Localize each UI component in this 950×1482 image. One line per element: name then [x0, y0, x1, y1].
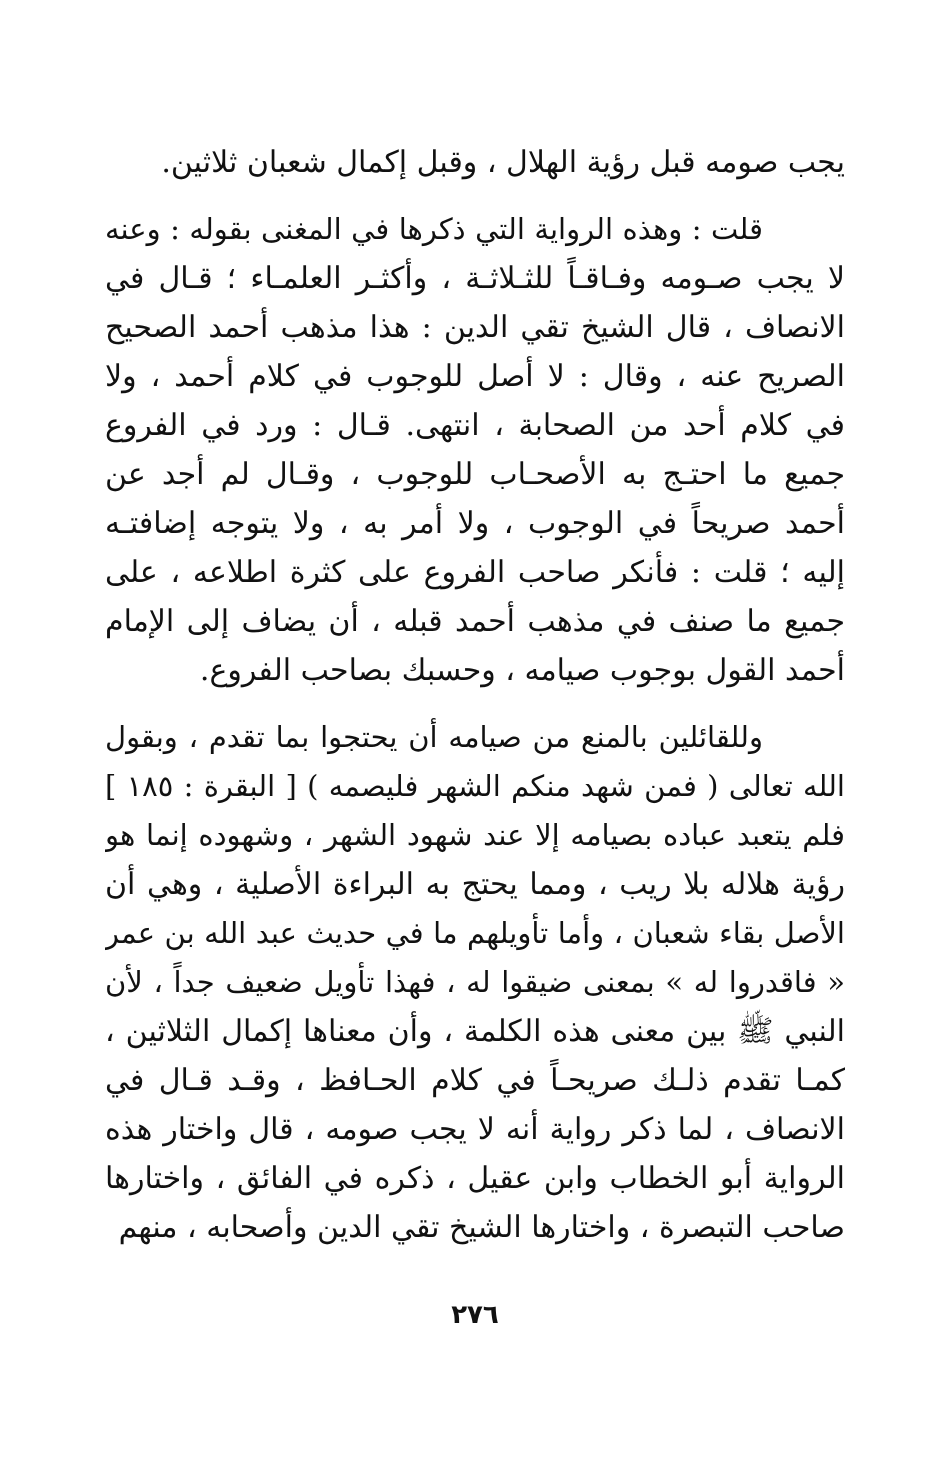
page-body [105, 138, 845, 1252]
text-line: فلم يتعبد عباده بصيامه إلا عند شهود الشهر ، وشهوده إنما هو [105, 818, 845, 852]
text-line: لا يجب صـومه وفـاقـاً للثـلاثـة ، وأكثـر العلمـاء ؛ قـال في [105, 261, 845, 296]
text-line: الله تعالى ( فمن شهد منكم الشهر فليصمه ) [ البقرة : ١٨٥ ] [105, 769, 845, 803]
text-line: أحمد صريحاً في الوجوب ، ولا أمر به ، ولا يتوجه إضافتـه [105, 506, 845, 541]
paragraph [105, 138, 845, 187]
text-line: صاحب التبصرة ، واختارها الشيخ تقي الدين وأصحابه ، منهم [118, 1210, 845, 1245]
paragraph-gap [105, 695, 845, 713]
paragraph-gap [105, 187, 845, 205]
page-number: ٢٧٦ [451, 1300, 499, 1330]
text-line: جميع ما احتـج به الأصحـاب للوجوب ، وقـال لم أجد عن [105, 457, 845, 492]
text-line: كمـا تقدم ذلـك صريحـاً في كلام الحـافظ ، وقـد قـال في [105, 1063, 845, 1098]
text-line: الانصاف ، لما ذكر رواية أنه لا يجب صومه ، قال واختار هذه [105, 1112, 845, 1147]
text-line: الرواية أبو الخطاب وابن عقيل ، ذكره في الفائق ، واختارها [105, 1161, 845, 1196]
text-line: رؤية هلاله بلا ريب ، ومما يحتج به البراءة الأصلية ، وهي أن [105, 867, 845, 902]
text-line: النبي ﷺ بين معنى هذه الكلمة ، وأن معناها إكمال الثلاثين ، [105, 1014, 845, 1049]
text-line: وللقائلين بالمنع من صيامه أن يحتجوا بما تقدم ، وبقول [105, 720, 763, 754]
text-line: في كلام أحد من الصحابة ، انتهى. قـال : ورد في الفروع [105, 408, 845, 443]
text-line: أحمد القول بوجوب صيامه ، وحسبك بصاحب الفروع. [199, 653, 845, 688]
text-line: إليه ؛ قلت : فأنكر صاحب الفروع على كثرة اطلاعه ، على [105, 555, 845, 590]
paragraph [105, 713, 845, 1252]
text-line: قلت : وهذه الرواية التي ذكرها في المغنى بقوله : وعنه [105, 212, 763, 246]
text-line: جميع ما صنف في مذهب أحمد قبله ، أن يضاف إلى الإمام [105, 604, 845, 639]
paragraph [105, 205, 845, 695]
text-line: يجب صومه قبل رؤية الهلال ، وقبل إكمال شعبان ثلاثين. [161, 145, 845, 180]
text-line: الأصل بقاء شعبان ، وأما تأويلهم ما في حديث عبد الله بن عمر [105, 916, 845, 950]
text-line: الانصاف ، قال الشيخ تقي الدين : هذا مذهب أحمد الصحيح [105, 310, 845, 345]
text-line: « فاقدروا له » بمعنى ضيقوا له ، فهذا تأويل ضعيف جداً ، لأن [105, 965, 845, 999]
text-line: الصريح عنه ، وقال : لا أصل للوجوب في كلام أحمد ، ولا [105, 359, 845, 394]
